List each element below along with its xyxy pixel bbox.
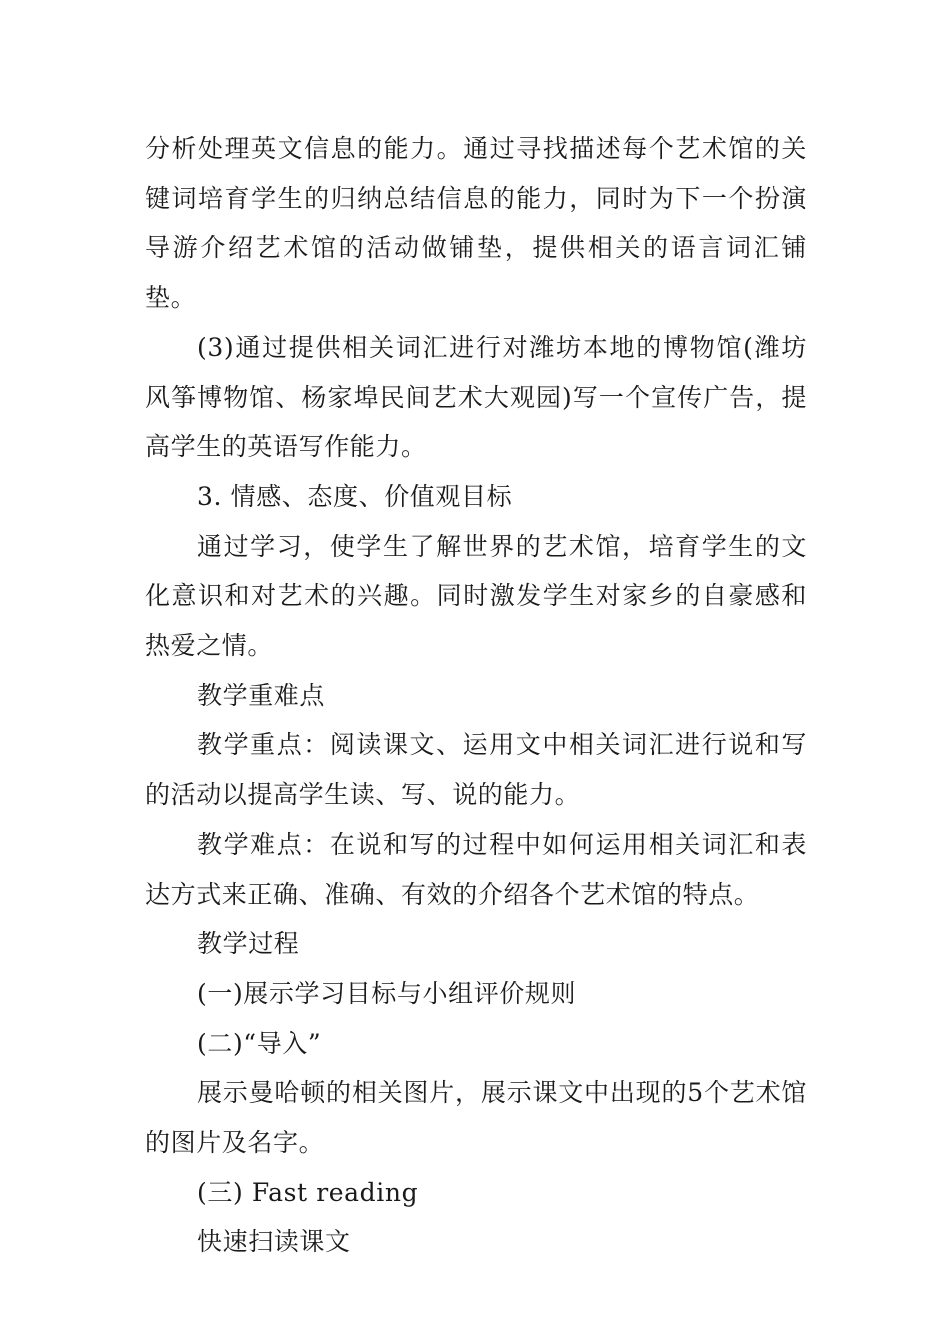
paragraph-objective-3: (3)通过提供相关词汇进行对潍坊本地的博物馆(潍坊风筝博物馆、杨家埠民间艺术大观园)写一个宣传广告，提高学生的英语写作能力。 — [145, 332, 807, 462]
paragraph-teaching-difficulty: 教学难点：在说和写的过程中如何运用相关词汇和表达方式来正确、准确、有效的介绍各个艺术馆的特点。 — [145, 829, 807, 909]
section-heading-emotion-goals: 3. 情感、态度、价值观目标 — [197, 481, 513, 511]
paragraph-lead-in: 展示曼哈顿的相关图片，展示课文中出现的5个艺术馆的图片及名字。 — [145, 1078, 807, 1158]
section-heading-teaching-process: 教学过程 — [197, 929, 300, 959]
section-heading-key-points: 教学重难点 — [197, 680, 326, 710]
step-heading-1: (一)展示学习目标与小组评价规则 — [197, 978, 577, 1008]
paragraph-teaching-focus: 教学重点：阅读课文、运用文中相关词汇进行说和写的活动以提高学生读、写、说的能力。 — [145, 730, 807, 810]
paragraph-fast-reading: 快速扫读课文 — [197, 1227, 351, 1257]
document-body — [145, 124, 807, 1267]
paragraph-emotion-goals: 通过学习，使学生了解世界的艺术馆，培育学生的文化意识和对艺术的兴趣。同时激发学生对家乡的自豪感和热爱之情。 — [145, 531, 807, 661]
step-heading-3: (三) Fast reading — [197, 1177, 419, 1207]
paragraph-continuation: 分析处理英文信息的能力。通过寻找描述每个艺术馆的关键词培育学生的归纳总结信息的能力，同时为下一个扮演导游介绍艺术馆的活动做铺垫，提供相关的语言词汇铺垫。 — [145, 134, 807, 313]
step-heading-2: (二)“导入” — [197, 1028, 322, 1058]
